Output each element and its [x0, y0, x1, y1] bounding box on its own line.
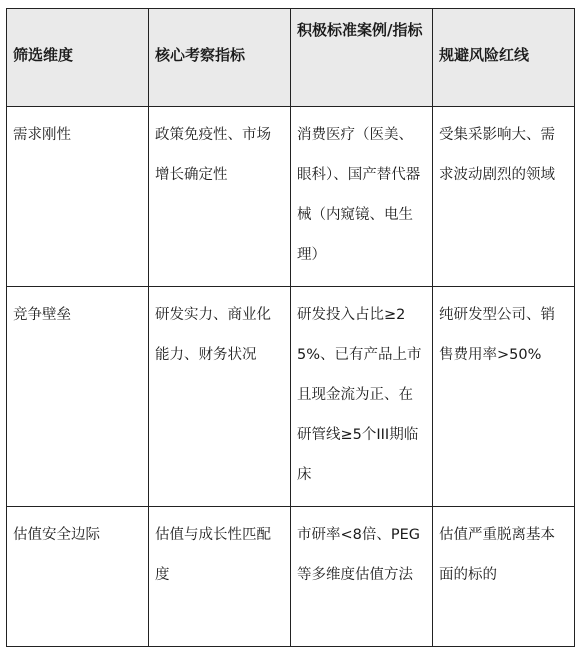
- table-row: [7, 287, 575, 507]
- table-header: [7, 9, 575, 107]
- cell-positive: 市研率<8倍、PEG等多维度估值方法: [291, 507, 433, 647]
- cell-dimension: 需求刚性: [7, 107, 149, 287]
- table-row: [7, 507, 575, 647]
- header-dimension: 筛选维度: [7, 9, 149, 107]
- header-row: [7, 9, 575, 107]
- cell-indicator: 研发实力、商业化能力、财务状况: [149, 287, 291, 507]
- header-risk-redline: 规避风险红线: [433, 9, 575, 107]
- screening-table-container: [6, 8, 575, 647]
- cell-redline: 受集采影响大、需求波动剧烈的领域: [433, 107, 575, 287]
- cell-positive: 消费医疗（医美、眼科）、国产替代器械（内窥镜、电生理）: [291, 107, 433, 287]
- cell-redline: 纯研发型公司、销售费用率>50%: [433, 287, 575, 507]
- cell-dimension: 竞争壁垒: [7, 287, 149, 507]
- cell-indicator: 估值与成长性匹配度: [149, 507, 291, 647]
- cell-positive: 研发投入占比≥25%、已有产品上市且现金流为正、在研管线≥5个III期临床: [291, 287, 433, 507]
- screening-criteria-table: [6, 8, 575, 647]
- header-core-indicator: 核心考察指标: [149, 9, 291, 107]
- cell-dimension: 估值安全边际: [7, 507, 149, 647]
- cell-redline: 估值严重脱离基本面的标的: [433, 507, 575, 647]
- header-positive-standard: 积极标准案例/指标: [291, 9, 433, 107]
- table-row: [7, 107, 575, 287]
- cell-indicator: 政策免疫性、市场增长确定性: [149, 107, 291, 287]
- table-body: [7, 107, 575, 647]
